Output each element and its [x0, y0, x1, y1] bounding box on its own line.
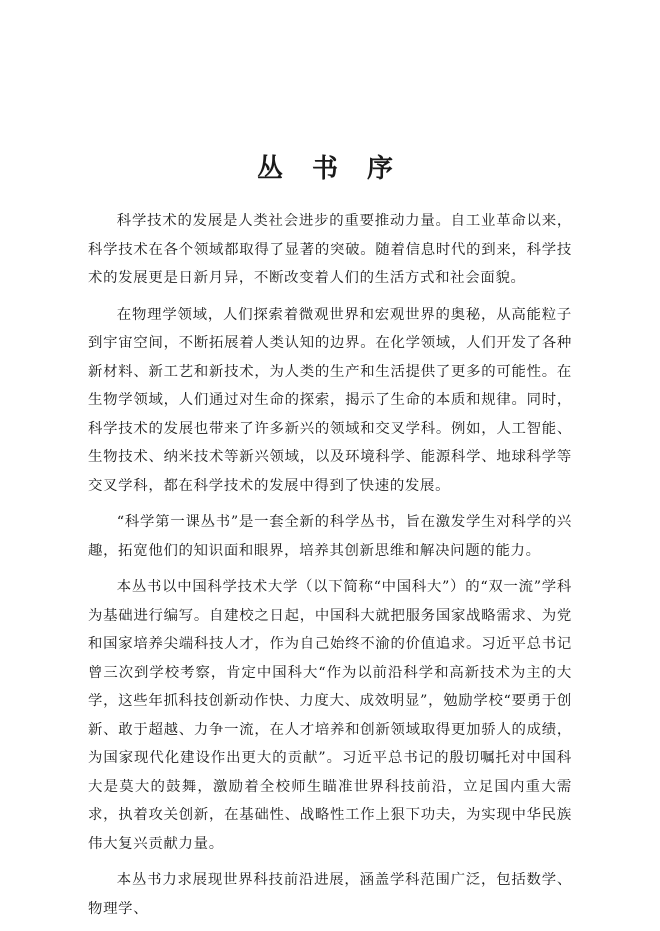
body-text: [88, 207, 572, 931]
page-title: 丛 书 序: [256, 154, 404, 184]
paragraph: 在物理学领域，人们探索着微观世界和宏观世界的奥秘，从高能粒子到宇宙空间，不断拓展着人类认知的边界。在化学领域，人们开发了各种新材料、新工艺和新技术，为人类的生产和生活提供了更多的可能性。在生物学领域，人们通过对生命的探索，揭示了生命的本质和规律。同时，科学技术的发展也带来了许多新兴的领域和交叉学科。例如，人工智能、生物技术、纳米技术等新兴领域，以及环境科学、能源科学、地球科学等交叉学科，都在科学技术的发展中得到了快速的发展。: [88, 306, 572, 494]
paragraph: “科学第一课丛书”是一套全新的科学丛书，旨在激发学生对科学的兴趣，拓宽他们的知识面和眼界，培养其创新思维和解决问题的能力。: [88, 514, 572, 559]
paragraph: 科学技术的发展是人类社会进步的重要推动力量。自工业革命以来，科学技术在各个领域都取得了显著的突破。随着信息时代的到来，科学技术的发展更是日新月异，不断改变着人们的生活方式和社会面貌。: [88, 213, 572, 286]
paragraph: 本丛书力求展现世界科技前沿进展，涵盖学科范围广泛，包括数学、物理学、: [88, 872, 572, 917]
paragraph: 本丛书以中国科学技术大学（以下简称“中国科大”）的“双一流”学科为基础进行编写。自建校之日起，中国科大就把服务国家战略需求、为党和国家培养尖端科技人才，作为自己始终不渝的价值追求。习近平总书记曾三次到学校考察，肯定中国科大“作为以前沿科学和高新技术为主的大学，这些年抓科技创新动作快、力度大、成效明显”，勉励学校“要勇于创新、敢于超越、力争一流，在人才培养和创新领域取得更加骄人的成绩，为国家现代化建设作出更大的贡献”。习近平总书记的殷切嘱托对中国科大是莫大的鼓舞，激励着全校师生瞄准世界科技前沿，立足国内重大需求，执着攻关创新，在基础性、战略性工作上狠下功夫，为实现中华民族伟大复兴贡献力量。: [88, 579, 572, 852]
